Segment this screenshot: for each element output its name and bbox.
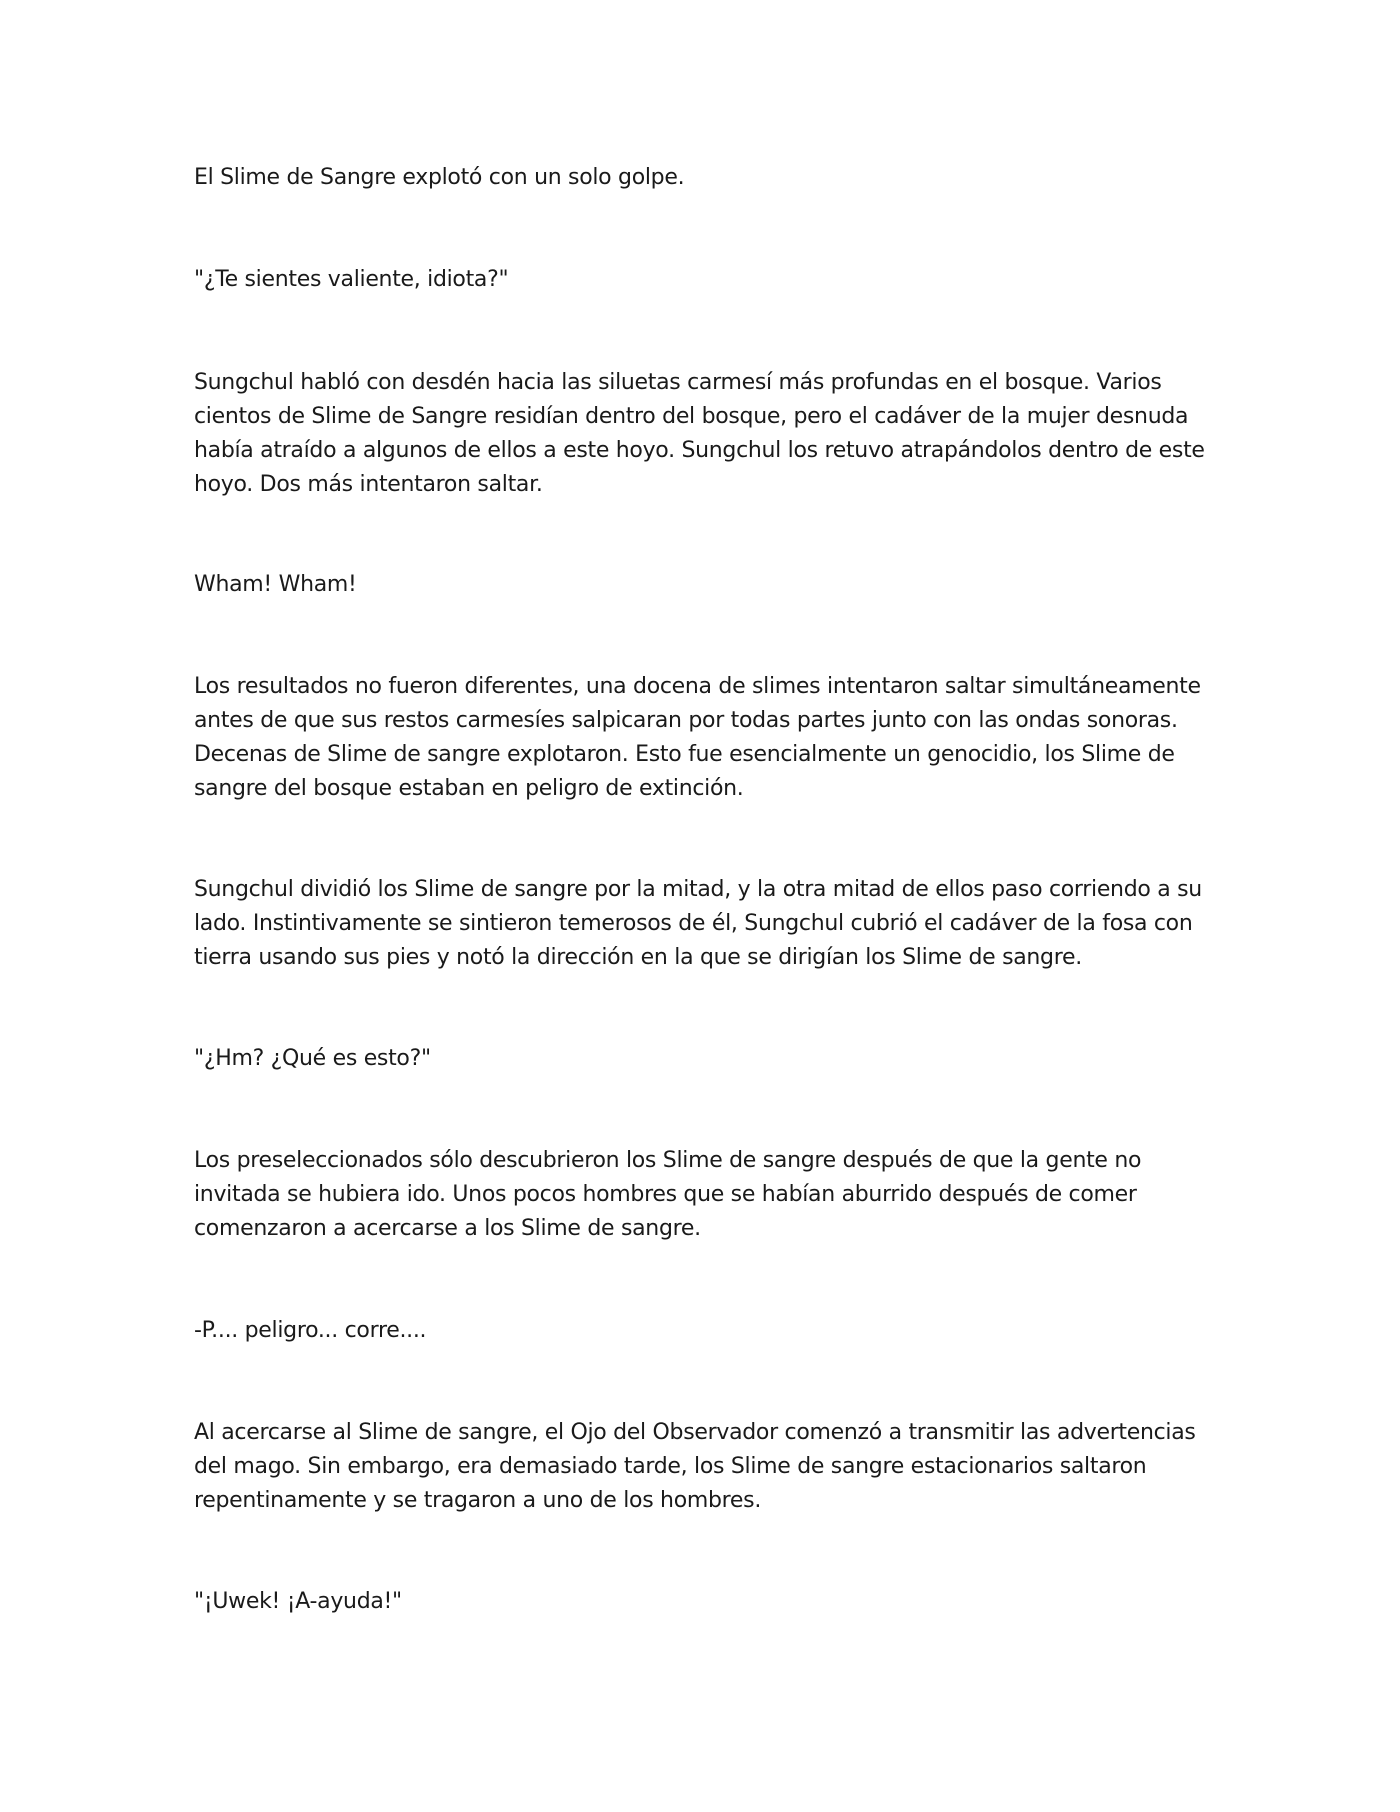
paragraph: Al acercarse al Slime de sangre, el Ojo del Observador comenzó a transmitir las advertencias del mago. Sin embargo, era demasiado tarde, los Slime de sangre estacionarios saltaron repentinamente y se tragaron a uno de los hombres. — [194, 1420, 1196, 1513]
paragraph: Sungchul habló con desdén hacia las siluetas carmesí más profundas en el bosque. Varios cientos de Slime de Sangre residían dentro del bosque, pero el cadáver de la mujer desnuda había atraído a algunos de ellos a este hoyo. Sungchul los retuvo atrapándolos dentro de este hoyo. Dos más intentaron saltar. — [194, 370, 1205, 497]
dialogue-line: -P.... peligro... corre.... — [194, 1318, 427, 1343]
paragraph: El Slime de Sangre explotó con un solo golpe. — [194, 165, 685, 190]
dialogue-line: "¡Uwek! ¡A-ayuda!" — [194, 1589, 402, 1614]
paragraph: Sungchul dividió los Slime de sangre por la mitad, y la otra mitad de ellos paso corriendo a su lado. Instintivamente se sintieron temerosos de él, Sungchul cubrió el cadáver de la fosa con tierra usando sus pies y notó la dirección en la que se dirigían los Slime de sangre. — [194, 877, 1202, 970]
paragraph: Los preseleccionados sólo descubrieron los Slime de sangre después de que la gente no invitada se hubiera ido. Unos pocos hombres que se habían aburrido después de comer comenzaron a acercarse a los Slime de sangre. — [194, 1148, 1142, 1241]
sound-effect-line: Wham! Wham! — [194, 572, 357, 597]
dialogue-line: "¿Te sientes valiente, idiota?" — [194, 267, 509, 292]
paragraph: Los resultados no fueron diferentes, una docena de slimes intentaron saltar simultáneamente antes de que sus restos carmesíes salpicaran por todas partes junto con las ondas sonoras. Decenas de Slime de sangre explotaron. Esto fue esencialmente un genocidio, los Slime de sangre del bosque estaban en peligro de extinción. — [194, 674, 1201, 801]
dialogue-line: "¿Hm? ¿Qué es esto?" — [194, 1046, 431, 1071]
